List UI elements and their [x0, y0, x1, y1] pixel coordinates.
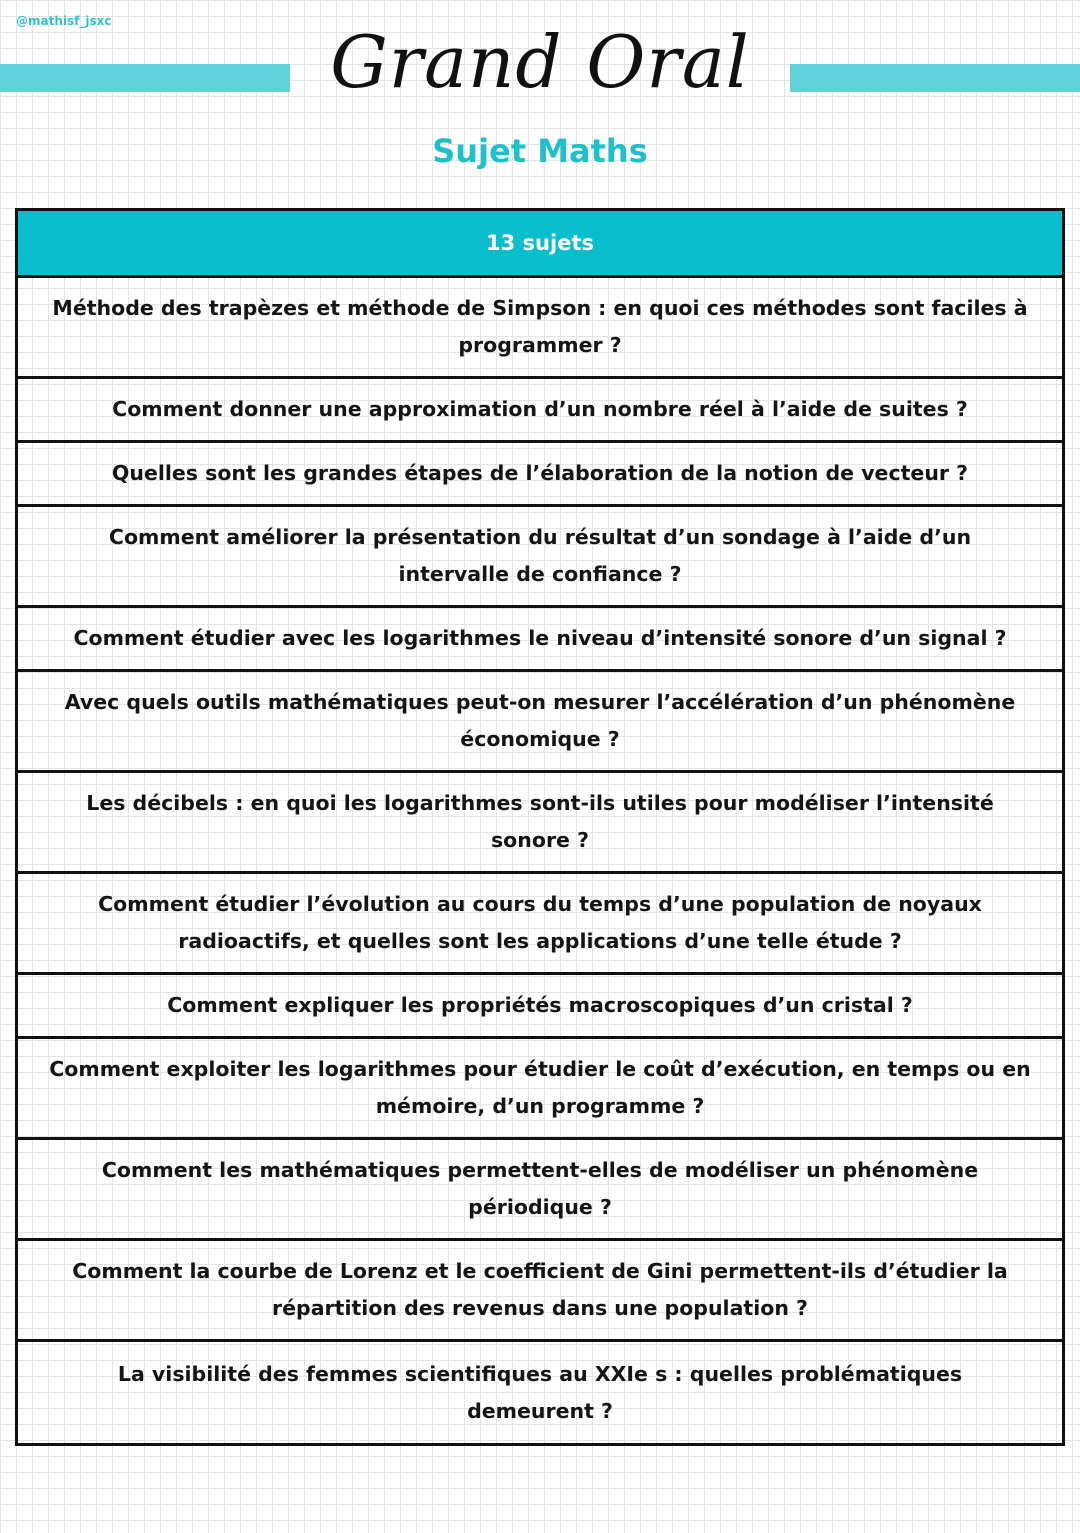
topic-row — [18, 874, 1062, 975]
topic-row — [18, 608, 1062, 672]
decorative-bar-left — [0, 64, 290, 92]
page-title: Grand Oral — [330, 20, 750, 104]
topic-text: Comment expliquer les propriétés macroscopiques d’un cristal ? — [167, 993, 913, 1017]
topic-row — [18, 1241, 1062, 1342]
topic-text: Les décibels : en quoi les logarithmes sont-ils utiles pour modéliser l’intensité sonore ? — [86, 791, 994, 852]
topic-text: Comment la courbe de Lorenz et le coefficient de Gini permettent-ils d’étudier la répartition des revenus dans une population ? — [72, 1259, 1008, 1320]
topic-text: Comment exploiter les logarithmes pour étudier le coût d’exécution, en temps ou en mémoire, d’un programme ? — [49, 1057, 1031, 1118]
page-subtitle: Sujet Maths — [432, 132, 648, 170]
topic-text: Comment étudier avec les logarithmes le niveau d’intensité sonore d’un signal ? — [73, 626, 1007, 650]
topic-row — [18, 672, 1062, 773]
topic-text: Méthode des trapèzes et méthode de Simpson : en quoi ces méthodes sont faciles à programmer ? — [52, 296, 1028, 357]
decorative-bar-right — [790, 64, 1080, 92]
topic-row — [18, 507, 1062, 608]
topic-text: Avec quels outils mathématiques peut-on mesurer l’accélération d’un phénomène économique ? — [64, 690, 1016, 751]
topic-row — [18, 1140, 1062, 1241]
topic-text: Comment les mathématiques permettent-elles de modéliser un phénomène périodique ? — [101, 1158, 979, 1219]
topic-row — [18, 1039, 1062, 1140]
topic-text: Comment étudier l’évolution au cours du temps d’une population de noyaux radioactifs, et quelles sont les applications d’une telle étude ? — [98, 892, 982, 953]
topic-row — [18, 379, 1062, 443]
topic-text: Comment améliorer la présentation du résultat d’un sondage à l’aide d’un intervalle de confiance ? — [108, 525, 972, 586]
topic-row — [18, 975, 1062, 1039]
topic-row — [18, 278, 1062, 379]
topics-table-header: 13 sujets — [18, 211, 1062, 278]
topic-row — [18, 773, 1062, 874]
topic-text: La visibilité des femmes scientifiques au XXIe s : quelles problématiques demeurent ? — [117, 1361, 963, 1423]
topic-row — [18, 443, 1062, 507]
author-watermark: @mathisf_jsxc — [16, 14, 112, 28]
topics-table — [15, 208, 1065, 1446]
topic-text: Quelles sont les grandes étapes de l’élaboration de la notion de vecteur ? — [111, 461, 969, 485]
topic-row — [18, 1342, 1062, 1443]
topic-text: Comment donner une approximation d’un nombre réel à l’aide de suites ? — [112, 397, 968, 421]
